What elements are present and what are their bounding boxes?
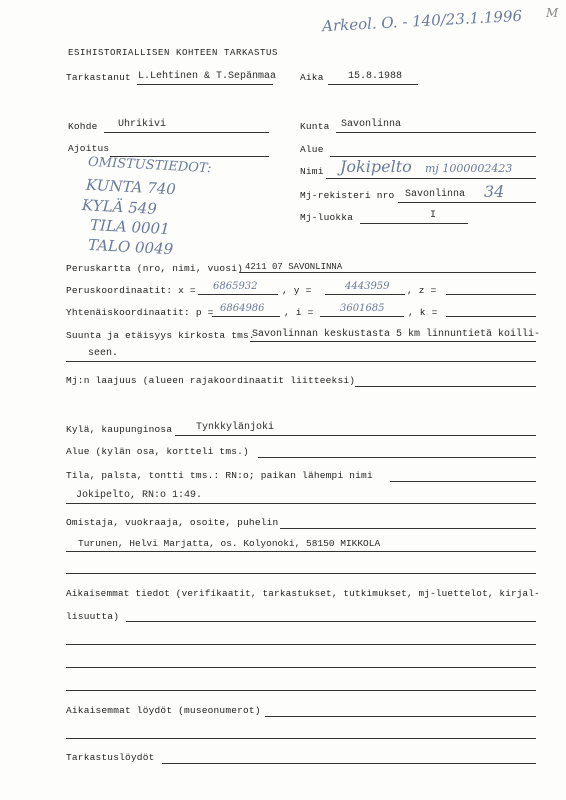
tarkastus-label: Tarkastuslöydöt (66, 752, 155, 763)
archive-stamp: Arkeol. O. - 140/23.1.1996 (321, 6, 523, 36)
nimi-value: Jokipelto (340, 157, 412, 176)
suunta-value-1: Savonlinnan keskustasta 5 km linnuntietä koilli- (252, 329, 541, 340)
peruskoord-z-label: , z = (407, 285, 437, 296)
tila-value-line (66, 503, 536, 504)
peruskoord-x: 6865932 (213, 281, 258, 292)
aiemmat-line-1 (126, 621, 536, 622)
loydot-line-1 (265, 716, 536, 717)
nimi-label: Nimi (300, 166, 324, 177)
peruskoord-x-line (198, 294, 278, 295)
ownership-talo: TALO 0049 (87, 235, 174, 259)
nimi-note: mj 1000002423 (425, 162, 513, 175)
omistaja-label: Omistaja, vuokraaja, osoite, puhelin (66, 517, 279, 528)
mjluokka-line (360, 223, 468, 224)
inspector-value: L.Lehtinen & T.Sepänmaa (138, 71, 277, 82)
tarkastus-line (162, 763, 536, 764)
yht-p-line (212, 316, 280, 317)
ajoitus-label: Ajoitus (68, 143, 110, 154)
loydot-label: Aikaisemmat löydöt (museonumerot) (66, 705, 261, 716)
alue-label: Alue (300, 144, 324, 155)
corner-mark: M (546, 6, 559, 20)
kunta-value: Savonlinna (341, 119, 402, 130)
kyla-value: Tynkkylänjoki (196, 422, 275, 433)
aiemmat-label-1: Aikaisemmat tiedot (verifikaatit, tarkastukset, tutkimukset, mj-luettelot, kirjal- (66, 588, 540, 599)
mj-laajuus-label: Mj:n laajuus (alueen rajakoordinaatit liitteeksi) (66, 375, 356, 386)
mjluokka-value: I (430, 210, 437, 221)
tila-label: Tila, palsta, tontti tms.: RN:o; paikan lähempi nimi (66, 470, 373, 481)
peruskoord-z-line (446, 294, 536, 295)
omistaja-value: Turunen, Helvi Marjatta, os. Kolyonoki, 58150 MIKKOLA (78, 538, 381, 549)
date-line (328, 84, 418, 85)
peruskartta-label: Peruskartta (nro, nimi, vuosi) (66, 263, 244, 274)
mjluokka-label: Mj-luokka (300, 212, 354, 223)
yht-i-line (320, 316, 404, 317)
yht-k-label: , k = (408, 307, 438, 318)
ownership-kyla: KYLÄ 549 (81, 196, 158, 218)
mjrek-number: 34 (484, 182, 505, 201)
omistaja-line-2 (66, 551, 536, 552)
nimi-line (326, 178, 536, 179)
mjrek-label: Mj-rekisteri nro (300, 190, 395, 201)
kohde-value: Uhrikivi (118, 119, 167, 130)
yht-label: Yhtenäiskoordinaatit: p = (66, 307, 214, 318)
kohde-label: Kohde (68, 121, 98, 132)
alue2-label: Alue (kylän osa, kortteli tms.) (66, 446, 249, 457)
yht-i-label: , i = (284, 307, 314, 318)
yht-p: 6864986 (220, 303, 265, 314)
ownership-kunta: KUNTA 740 (85, 175, 177, 199)
omistaja-line-3 (66, 573, 536, 574)
loydot-line-2 (66, 738, 536, 739)
inspector-label: Tarkastanut (66, 72, 131, 83)
mjrek-value: Savonlinna (405, 189, 466, 200)
aiemmat-line-2 (66, 644, 536, 645)
yht-k-line (446, 316, 536, 317)
kunta-line (336, 132, 536, 133)
peruskoord-y-label: , y = (282, 285, 312, 296)
alue2-line (258, 457, 536, 458)
date-value: 15.8.1988 (348, 71, 403, 82)
kyla-line (175, 435, 536, 436)
kohde-line (104, 132, 269, 133)
tila-line (390, 481, 536, 482)
omistaja-line (280, 528, 536, 529)
peruskartta-value: 4211 07 SAVONLINNA (245, 262, 343, 272)
peruskoord-label: Peruskoordinaatit: x = (66, 285, 196, 296)
aiemmat-line-3 (66, 667, 536, 668)
inspector-line (137, 84, 273, 85)
peruskoord-y: 4443959 (345, 281, 390, 292)
peruskoord-y-line (325, 294, 405, 295)
aiemmat-label-2: lisuutta) (66, 611, 120, 622)
kyla-label: Kylä, kaupunginosa (66, 424, 173, 435)
kunta-label: Kunta (300, 121, 330, 132)
mjrek-line (398, 202, 536, 203)
mj-laajuus-line (355, 386, 536, 387)
peruskartta-line (240, 272, 536, 273)
ownership-tila: TILA 0001 (89, 215, 171, 239)
suunta-label: Suunta ja etäisyys kirkosta tms. (66, 330, 255, 341)
suunta-value-2: seen. (88, 348, 119, 359)
ownership-heading: OMISTUSTIEDOT: (87, 154, 212, 177)
date-label: Aika (300, 72, 324, 83)
aiemmat-line-4 (66, 690, 536, 691)
tila-value: Jokipelto, RN:o 1:49. (76, 490, 203, 501)
form-title: ESIHISTORIALLISEN KOHTEEN TARKASTUS (68, 48, 279, 58)
yht-i: 3601685 (340, 303, 385, 314)
suunta-line-1 (250, 341, 536, 342)
suunta-line-2 (66, 361, 536, 362)
